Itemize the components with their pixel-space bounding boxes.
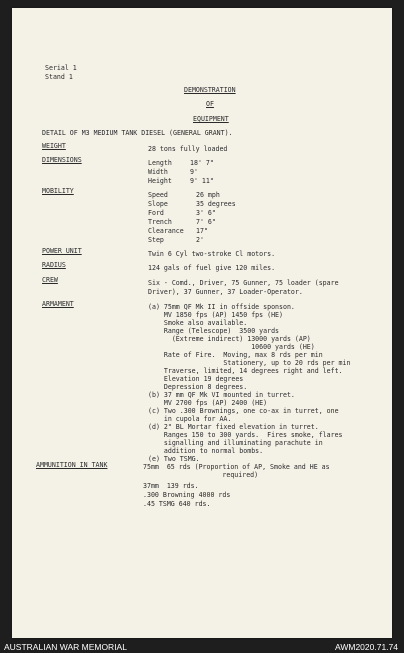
armament-line: in cupola for AA. [148, 415, 232, 423]
armament-line: Elevation 19 degrees [148, 375, 244, 383]
armament-line: Rate of Fire. Moving, max 8 rds per min [148, 351, 323, 359]
armament-line: Ranges 150 to 300 yards. Fires smoke, flares [148, 431, 343, 439]
power-unit-value: Twin 6 Cyl two-stroke Cl motors. [148, 250, 276, 258]
mobility-value: 3' 6" [196, 209, 216, 217]
armament-line: 10600 yards (HE) [148, 343, 315, 351]
armament-line: (a) 75mm QF Mk II in offside sponson. [148, 303, 295, 311]
title-equipment: EQUIPMENT [193, 115, 229, 123]
mobility-key: Ford [148, 209, 164, 217]
armament-line: MV 1850 fps (AP) 1450 fps (HE) [148, 311, 283, 319]
radius-value: 124 gals of fuel give 120 miles. [148, 264, 276, 272]
ammunition-label: AMMUNITION IN TANK [36, 461, 108, 469]
dimensions-key: Height [148, 177, 172, 185]
mobility-key: Speed [148, 191, 168, 199]
crew-label: CREW [42, 276, 58, 284]
dimensions-label: DIMENSIONS [42, 156, 82, 164]
dimensions-value: 9' [190, 168, 198, 176]
dimensions-value: 18' 7" [190, 159, 214, 167]
mobility-key: Slope [148, 200, 168, 208]
armament-line: MV 2700 fps (AP) 2400 (HE) [148, 399, 268, 407]
mobility-value: 2' [196, 236, 204, 244]
serial-number: Serial 1 [45, 64, 77, 72]
ammunition-line: 37mm 139 rds. [143, 482, 199, 490]
ammunition-line: .45 TSMG 640 rds. [143, 500, 211, 508]
ammunition-line: 75mm 65 rds (Proportion of AP, Smoke and HE as [143, 463, 330, 471]
weight-label: WEIGHT [42, 142, 66, 150]
armament-line: signalling and illuminating parachute in [148, 439, 323, 447]
crew-line: Driver), 37 Gunner, 37 Loader-Operator. [148, 288, 303, 296]
armament-line: (e) Two TSMG. [148, 455, 200, 463]
footer-institution: AUSTRALIAN WAR MEMORIAL [4, 642, 127, 652]
document-page [12, 8, 392, 638]
ammunition-line: .300 Browning 4000 rds [143, 491, 231, 499]
armament-line: (c) Two .300 Brownings, one co-ax in turret, one [148, 407, 339, 415]
ammunition-line: required) [143, 471, 259, 479]
dimensions-key: Length [148, 159, 172, 167]
armament-line: Range (Telescope) 3500 yards [148, 327, 280, 335]
title-demonstration: DEMONSTRATION [184, 86, 236, 94]
footer-accession-number: AWM2020.71.74 [335, 642, 398, 652]
dimensions-value: 9' 11" [190, 177, 214, 185]
stand-number: Stand 1 [45, 73, 73, 81]
armament-line: Smoke also available. [148, 319, 248, 327]
armament-line: (Extreme indirect) 13000 yards (AP) [148, 335, 311, 343]
mobility-key: Trench [148, 218, 172, 226]
armament-line: Depression 8 degrees. [148, 383, 248, 391]
title-of: OF [206, 100, 214, 108]
armament-label: ARMAMENT [42, 300, 74, 308]
detail-line: DETAIL OF M3 MEDIUM TANK DIESEL (GENERAL GRANT). [42, 129, 233, 137]
armament-line: (b) 37 mm QF Mk VI mounted in turret. [148, 391, 295, 399]
armament-line: addition to normal bombs. [148, 447, 264, 455]
archive-footer [0, 641, 404, 653]
crew-line: Six - Comd., Driver, 75 Gunner, 75 loader (spare [148, 279, 339, 287]
radius-label: RADIUS [42, 261, 66, 269]
mobility-key: Step [148, 236, 164, 244]
mobility-label: MOBILITY [42, 187, 74, 195]
armament-line: (d) 2" BL Mortar fixed elevation in turret. [148, 423, 319, 431]
dimensions-key: Width [148, 168, 168, 176]
weight-value: 28 tons fully loaded [148, 145, 228, 153]
mobility-value: 17" [196, 227, 208, 235]
armament-line: Stationery, up to 20 rds per min [148, 359, 351, 367]
mobility-key: Clearance [148, 227, 184, 235]
armament-line: Traverse, limited, 14 degrees right and left. [148, 367, 343, 375]
power-unit-label: POWER UNIT [42, 247, 82, 255]
mobility-value: 26 mph [196, 191, 220, 199]
mobility-value: 7' 6" [196, 218, 216, 226]
mobility-value: 35 degrees [196, 200, 236, 208]
